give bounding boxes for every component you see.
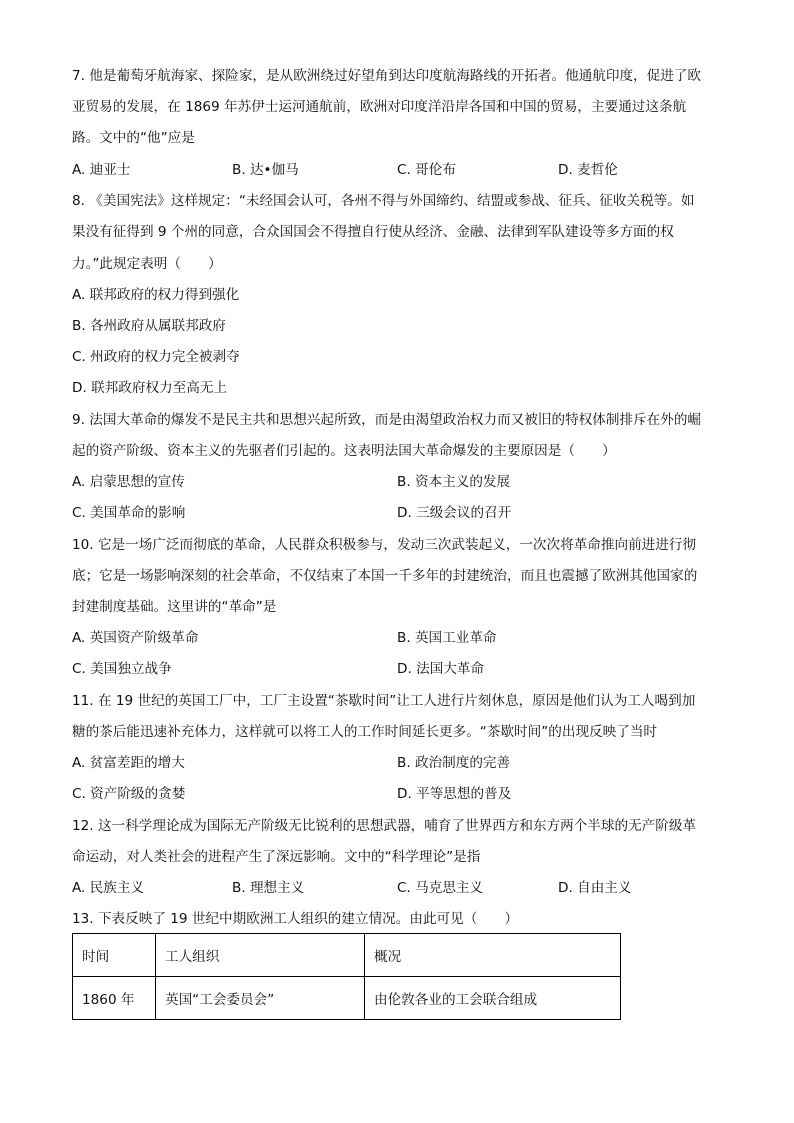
q12-option-b: B. 理想主义 (232, 880, 305, 896)
q10-option-b: B. 英国工业革命 (397, 630, 497, 646)
q12-option-d: D. 自由主义 (558, 880, 632, 896)
table-header-cell: 工人组织 (156, 934, 365, 977)
q10-option-d: D. 法国大革命 (397, 661, 485, 677)
table-cell: 1860 年 (73, 977, 156, 1020)
q11-stem-line-1: 11. 在 19 世纪的英国工厂中，工厂主设置“茶歇时间”让工人进行片刻休息，原因是他们认为工人喝到加 (72, 693, 696, 709)
table-header-cell: 概况 (365, 934, 621, 977)
q7-stem-line-3: 路。文中的“他”应是 (72, 130, 195, 146)
q11-stem-line-2: 糖的茶后能迅速补充体力，这样就可以将工人的工作时间延长更多。“茶歇时间”的出现反映了当时 (72, 724, 658, 740)
q9-option-a: A. 启蒙思想的宣传 (72, 474, 185, 490)
table-row (73, 977, 621, 1020)
table-cell: 由伦敦各业的工会联合组成 (365, 977, 621, 1020)
q13-stem-line-1: 13. 下表反映了 19 世纪中期欧洲工人组织的建立情况。由此可见（ ） (72, 911, 519, 927)
q10-option-c: C. 美国独立战争 (72, 661, 172, 677)
q8-stem-line-1: 8. 《美国宪法》这样规定：“未经国会认可，各州不得与外国缔约、结盟或参战、征兵、征收关税等。如 (72, 193, 695, 209)
q8-stem-line-3: 力。”此规定表明（ ） (72, 256, 222, 272)
q9-stem-line-2: 起的资产阶级、资本主义的先驱者们引起的。这表明法国大革命爆发的主要原因是（ ） (72, 443, 616, 459)
q7-option-b: B. 达•伽马 (232, 162, 299, 178)
q7-option-c: C. 哥伦布 (397, 162, 456, 178)
q8-option-b: B. 各州政府从属联邦政府 (72, 318, 226, 334)
q11-option-b: B. 政治制度的完善 (397, 755, 511, 771)
q12-option-a: A. 民族主义 (72, 880, 145, 896)
q10-option-a: A. 英国资产阶级革命 (72, 630, 199, 646)
q7-option-d: D. 麦哲伦 (558, 162, 618, 178)
q8-option-a: A. 联邦政府的权力得到强化 (72, 287, 240, 303)
q10-stem-line-2: 底；它是一场影响深刻的社会革命，不仅结束了本国一千多年的封建统治，而且也震撼了欧洲其他国家的 (72, 568, 698, 584)
q9-option-c: C. 美国革命的影响 (72, 505, 186, 521)
q8-stem-line-2: 果没有征得到 9 个州的同意，合众国国会不得擅自行使从经济、金融、法律到军队建设等多方面的权 (72, 224, 674, 240)
q7-stem-line-2: 亚贸易的发展，在 1869 年苏伊士运河通航前，欧洲对印度洋沿岸各国和中国的贸易，主要通过这条航 (72, 99, 687, 115)
q9-option-b: B. 资本主义的发展 (397, 474, 511, 490)
q11-option-a: A. 贫富差距的增大 (72, 755, 185, 771)
q8-option-d: D. 联邦政府权力至高无上 (72, 380, 228, 396)
q12-option-c: C. 马克思主义 (397, 880, 484, 896)
table-header-cell: 时间 (73, 934, 156, 977)
q10-stem-line-1: 10. 它是一场广泛而彻底的革命，人民群众积极参与，发动三次武装起义，一次次将革命推向前进进行彻 (72, 537, 697, 553)
q9-stem-line-1: 9. 法国大革命的爆发不是民主共和思想兴起所致，而是由渴望政治权力而又被旧的特权体制排斥在外的崛 (72, 412, 702, 428)
table-header-row (73, 934, 621, 977)
worker-organizations-table (72, 933, 621, 1020)
q12-stem-line-1: 12. 这一科学理论成为国际无产阶级无比锐利的思想武器，哺育了世界西方和东方两个半球的无产阶级革 (72, 818, 697, 834)
q11-option-d: D. 平等思想的普及 (397, 786, 512, 802)
q7-option-a: A. 迪亚士 (72, 162, 131, 178)
q11-option-c: C. 资产阶级的贪婪 (72, 786, 186, 802)
q8-option-c: C. 州政府的权力完全被剥夺 (72, 349, 240, 365)
q10-stem-line-3: 封建制度基础。这里讲的“革命”是 (72, 599, 277, 615)
q12-stem-line-2: 命运动，对人类社会的进程产生了深远影响。文中的“科学理论”是指 (72, 849, 481, 865)
q9-option-d: D. 三级会议的召开 (397, 505, 512, 521)
table-cell: 英国“工会委员会” (156, 977, 365, 1020)
q7-stem-line-1: 7. 他是葡萄牙航海家、探险家，是从欧洲绕过好望角到达印度航海路线的开拓者。他通航印度，促进了欧 (72, 68, 702, 84)
